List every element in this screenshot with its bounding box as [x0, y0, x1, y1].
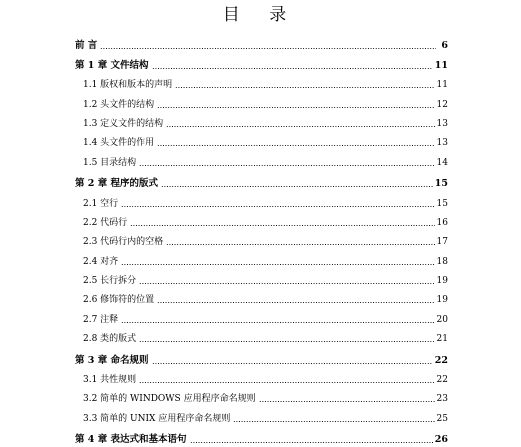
toc-section-entry[interactable]: [73, 211, 448, 230]
dot-leader: [100, 48, 436, 49]
dot-leader: [259, 401, 435, 402]
toc-section-entry[interactable]: [73, 327, 448, 346]
toc-chapter-entry[interactable]: [73, 34, 448, 53]
toc-section-entry[interactable]: [73, 288, 448, 307]
dot-leader: [233, 421, 434, 422]
toc-section-entry[interactable]: [73, 249, 448, 268]
toc-entry-label: 2.1 空行: [83, 198, 119, 209]
dot-leader: [157, 302, 434, 303]
toc-page-number: 18: [436, 256, 448, 267]
dot-leader: [121, 264, 434, 265]
toc-entry-label: 2.8 类的版式: [83, 334, 137, 345]
toc-entry-label: 2.6 修饰符的位置: [83, 295, 155, 306]
toc-entry-label: 前 言: [75, 40, 98, 52]
toc-section-entry[interactable]: [73, 150, 448, 169]
dot-leader: [139, 382, 434, 383]
toc-entry-label: 2.4 对齐: [83, 256, 119, 267]
toc-page-number: 11: [434, 59, 448, 71]
toc-entry-label: 3.3 简单的 UNIX 应用程序命名规则: [83, 413, 231, 424]
toc-section-entry[interactable]: [73, 406, 448, 425]
toc-page-number: 15: [434, 178, 448, 190]
toc-page-number: 19: [436, 295, 448, 306]
toc-section-entry[interactable]: [73, 112, 448, 131]
toc-page-number: 12: [436, 99, 448, 110]
toc-page-number: 17: [436, 237, 448, 248]
toc-section-entry[interactable]: [73, 387, 448, 406]
toc-entry-label: 1.2 头文件的结构: [83, 99, 155, 110]
dot-leader: [139, 283, 434, 284]
toc-section-entry[interactable]: [73, 73, 448, 92]
dot-leader: [157, 107, 434, 108]
toc-entry-label: 2.5 长行拆分: [83, 276, 137, 287]
toc-chapter-entry[interactable]: [73, 172, 448, 191]
toc-entry-label: 1.1 版权和版本的声明: [83, 80, 173, 91]
toc-page-number: 16: [436, 217, 448, 228]
dot-leader: [152, 68, 433, 69]
toc-chapter-entry[interactable]: [73, 348, 448, 367]
toc-entry-label: 第 2 章 程序的版式: [75, 178, 159, 190]
dot-leader: [139, 165, 434, 166]
toc-page-number: 14: [436, 157, 448, 168]
toc-page-number: 25: [436, 413, 448, 424]
dot-leader: [121, 206, 434, 207]
toc-entry-label: 2.7 注释: [83, 314, 119, 325]
toc-entry-label: 3.1 共性规则: [83, 375, 137, 386]
dot-leader: [157, 145, 434, 146]
toc-chapter-entry[interactable]: [73, 428, 448, 447]
toc-page-number: 23: [436, 394, 448, 405]
toc-entry-label: 1.5 目录结构: [83, 157, 137, 168]
toc-page-number: 20: [436, 314, 448, 325]
dot-leader: [121, 322, 434, 323]
toc-entry-label: 第 4 章 表达式和基本语句: [75, 434, 187, 446]
dot-leader: [166, 244, 434, 245]
toc-entry-label: 第 1 章 文件结构: [75, 59, 149, 71]
toc-entry-label: 2.3 代码行内的空格: [83, 237, 164, 248]
toc-entry-label: 第 3 章 命名规则: [75, 354, 149, 366]
toc-page-number: 11: [436, 80, 448, 91]
toc-entry-label: 2.2 代码行: [83, 217, 128, 228]
toc-page-number: 19: [436, 276, 448, 287]
toc-section-entry[interactable]: [73, 191, 448, 210]
toc-chapter-entry[interactable]: [73, 53, 448, 72]
toc-section-entry[interactable]: [73, 92, 448, 111]
dot-leader: [161, 186, 433, 187]
toc-page-number: 6: [441, 40, 448, 52]
toc-page-number: 26: [434, 434, 448, 446]
dot-leader: [175, 87, 434, 88]
toc-page-number: 21: [436, 334, 448, 345]
toc-entry-label: 1.4 头文件的作用: [83, 138, 155, 149]
toc-section-entry[interactable]: [73, 368, 448, 387]
toc-section-entry[interactable]: [73, 307, 448, 326]
toc-page-number: 22: [434, 354, 448, 366]
dot-leader: [130, 225, 434, 226]
dot-leader: [190, 442, 433, 443]
dot-leader: [166, 126, 434, 127]
toc-page-number: 15: [436, 198, 448, 209]
toc-page-number: 22: [436, 375, 448, 386]
table-of-contents: [73, 34, 448, 447]
dot-leader: [139, 341, 434, 342]
toc-entry-label: 1.3 定义文件的结构: [83, 118, 164, 129]
page-title: 目 录: [222, 5, 299, 25]
toc-page-number: 13: [436, 138, 448, 149]
toc-page-number: 13: [436, 118, 448, 129]
toc-entry-label: 3.2 简单的 WINDOWS 应用程序命名规则: [83, 394, 256, 405]
toc-section-entry[interactable]: [73, 230, 448, 249]
dot-leader: [152, 363, 433, 364]
toc-section-entry[interactable]: [73, 269, 448, 288]
toc-section-entry[interactable]: [73, 131, 448, 150]
